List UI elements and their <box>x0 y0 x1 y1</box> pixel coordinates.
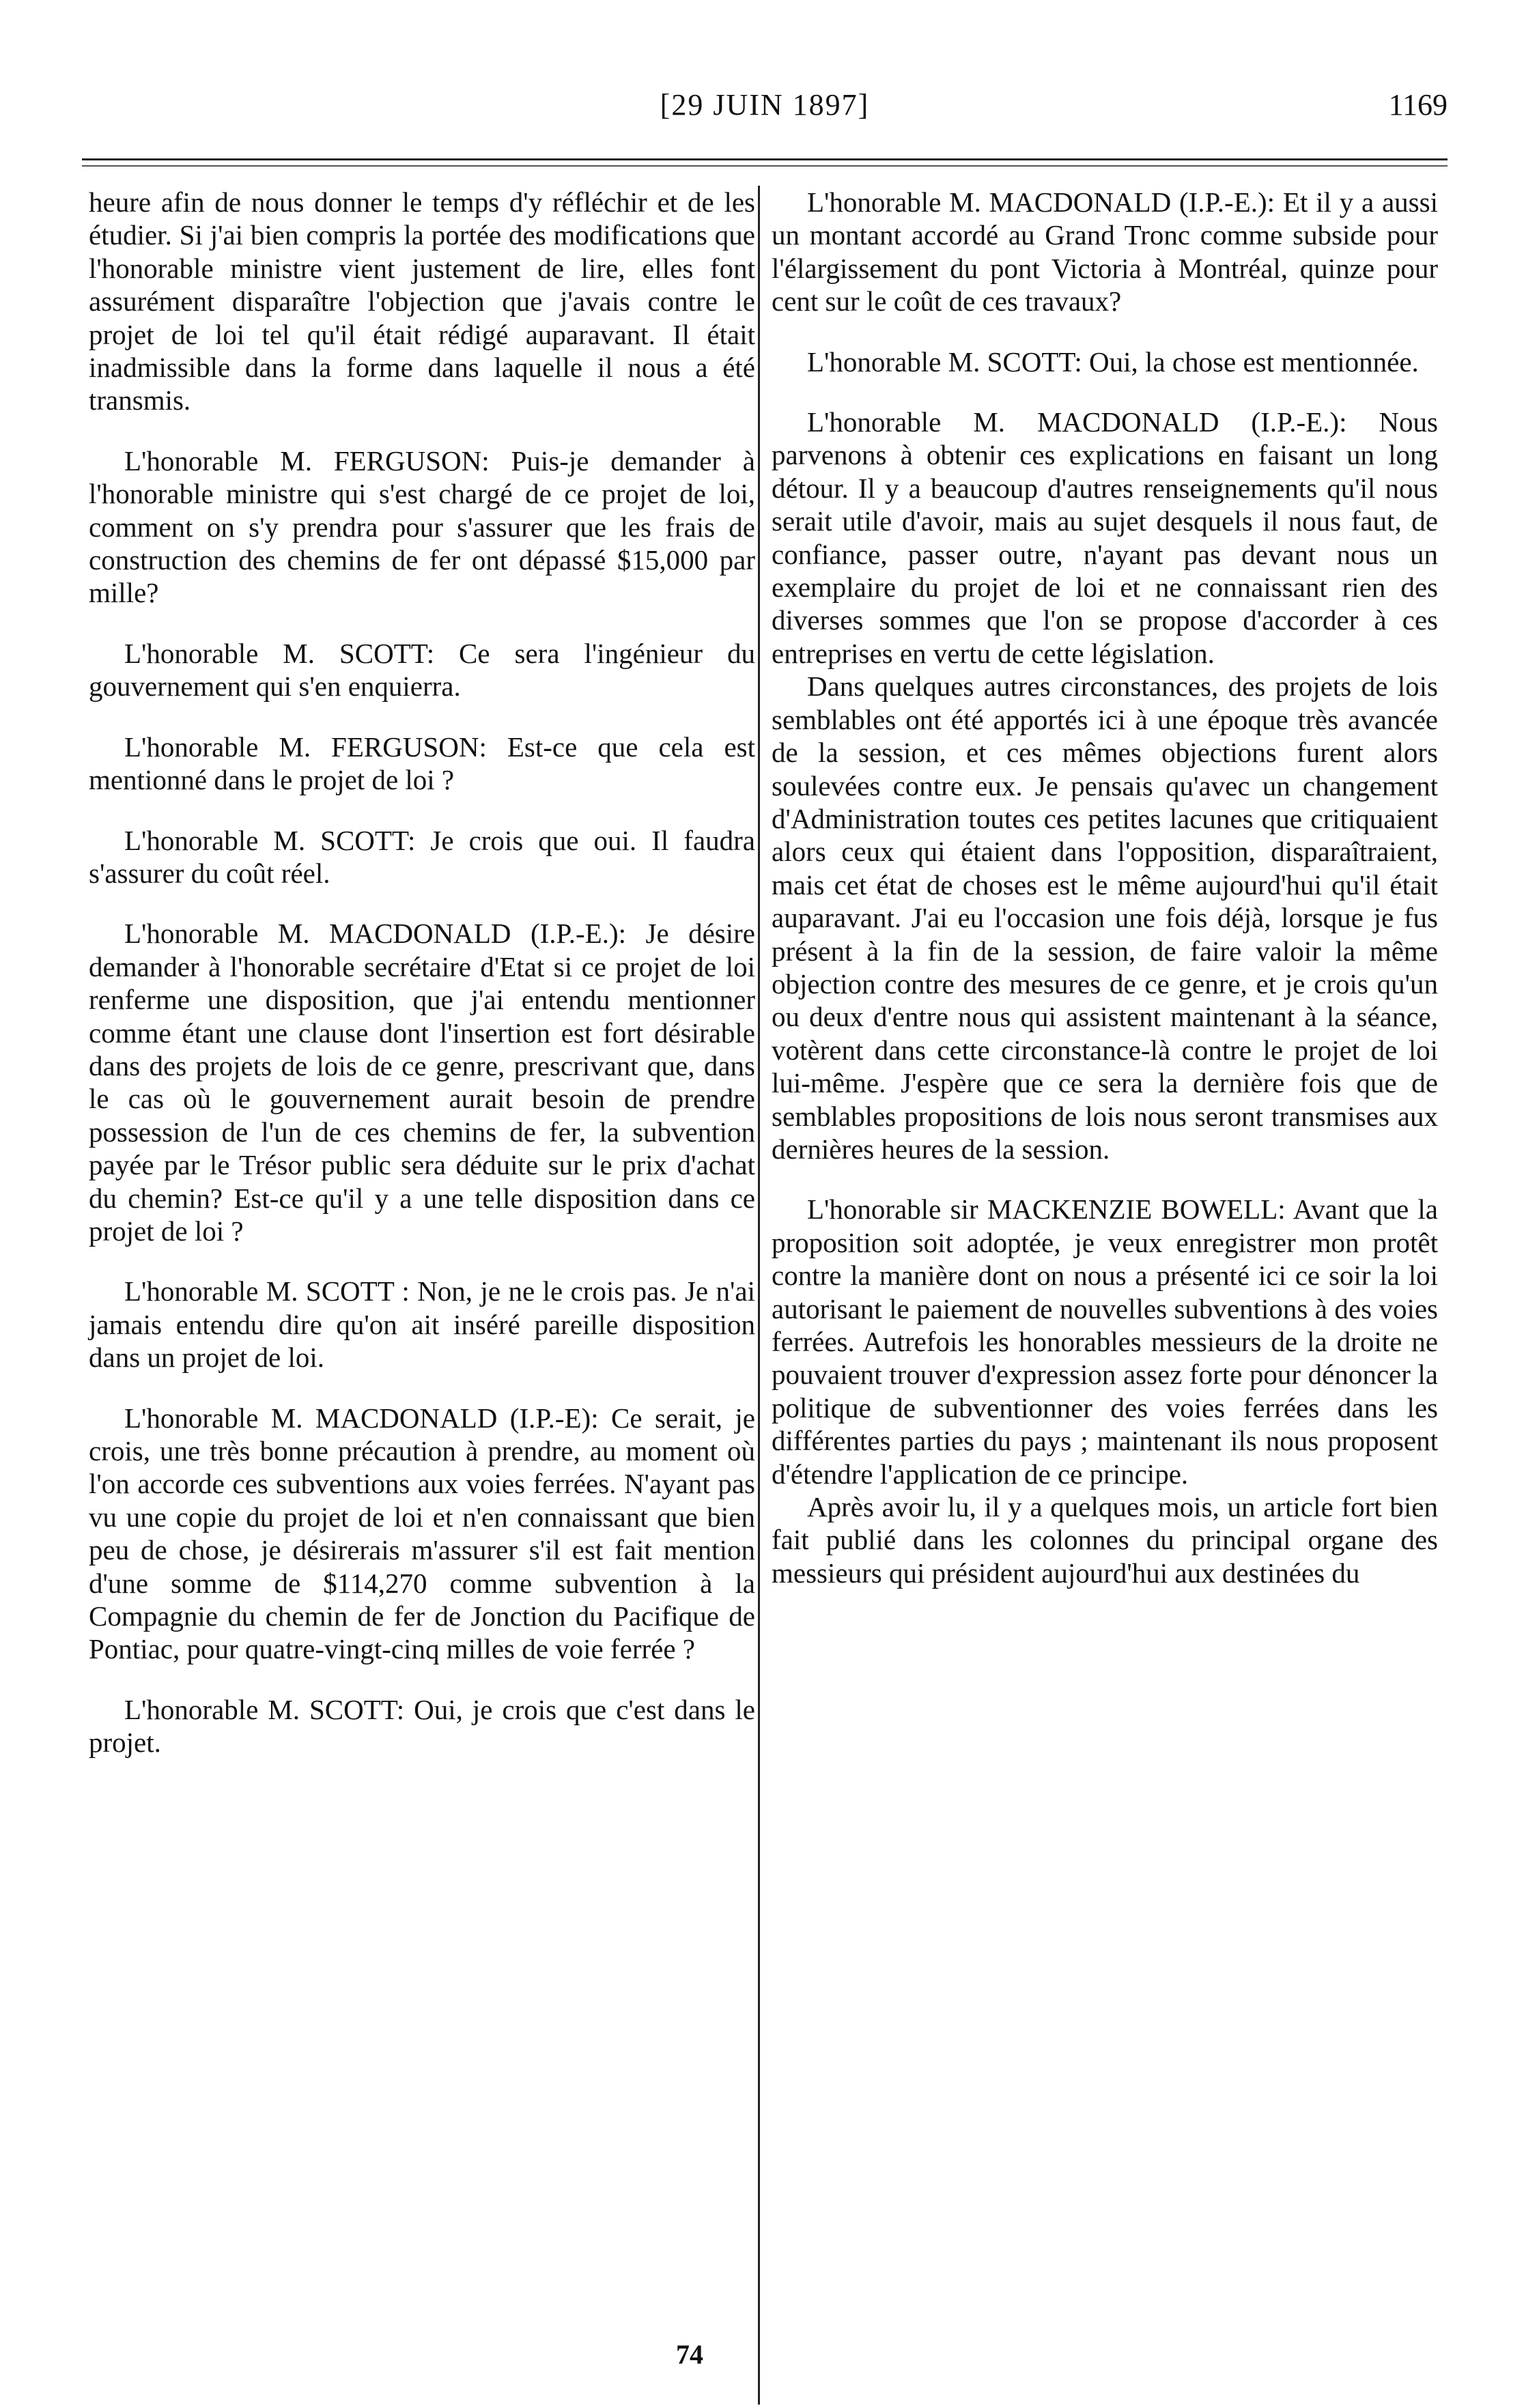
column-divider <box>758 186 760 2405</box>
left-column <box>89 186 755 1787</box>
paragraph: Après avoir lu, il y a quelques mois, un article fort bien fait publié dans les colonnes du principal organe des messieurs qui président aujourd'hui aux destinées du <box>772 1491 1438 1589</box>
paragraph: L'honorable M. SCOTT: Je crois que oui. Il faudra s'assurer du coût réel. <box>89 824 755 889</box>
header-date: [29 JUIN 1897] <box>660 88 870 122</box>
paragraph: L'honorable M. SCOTT: Ce sera l'ingénieur du gouvernement qui s'en enquierra. <box>89 637 755 703</box>
page-header <box>82 87 1448 135</box>
folio-number: 74 <box>676 2339 703 2370</box>
paragraph: L'honorable M. FERGUSON: Est-ce que cela est mentionné dans le projet de loi ? <box>89 731 755 796</box>
paragraph: L'honorable M. MACDONALD (I.P.-E.): Je désire demander à l'honorable secrétaire d'Etat si ce projet de loi renferme une disposition, que j'ai entendu mentionner comme étant une clause dont l'insertion est fort désirable dans des projets de lois de ce genre, prescrivant que, dans le cas où le gouvernement aurait besoin de prendre possession de l'un de ces chemins de fer, la subvention payée par le Trésor public sera déduite sur le prix d'achat du chemin? Est-ce qu'il y a une telle disposition dans ce projet de loi ? <box>89 918 755 1247</box>
header-rule <box>82 158 1448 160</box>
paragraph: L'honorable M. SCOTT : Non, je ne le crois pas. Je n'ai jamais entendu dire qu'on ait inséré pareille disposition dans un projet de loi. <box>89 1275 755 1374</box>
paragraph: L'honorable M. SCOTT: Oui, je crois que c'est dans le projet. <box>89 1693 755 1759</box>
paragraph: L'honorable M. MACDONALD (I.P.-E.): Et il y a aussi un montant accordé au Grand Tronc comme subside pour l'élargissement du pont Victoria à Montréal, quinze pour cent sur le coût de ces travaux? <box>772 186 1438 317</box>
paragraph: L'honorable M. MACDONALD (I.P.-E): Ce serait, je crois, une très bonne précaution à prendre, au moment où l'on accorde ces subventions aux voies ferrées. N'ayant pas vu une copie du projet de loi et n'en connaissant que bien peu de chose, je désirerais m'assurer s'il est fait mention d'une somme de $114,270 comme subvention à la Compagnie du chemin de fer de Jonction du Pacifique de Pontiac, pour quatre-vingt-cinq milles de voie ferrée ? <box>89 1402 755 1665</box>
paragraph: L'honorable M. MACDONALD (I.P.-E.): Nous parvenons à obtenir ces explications en faisant un long détour. Il y a beaucoup d'autres renseignements qu'il nous serait utile d'avoir, mais au sujet desquels il nous faut, de confiance, passer outre, n'ayant pas devant nous un exemplaire du projet de loi et ne connaissant rien des diverses sommes que l'on se propose d'accorder à ces entreprises en vertu de cette législation. <box>772 406 1438 669</box>
paragraph: Dans quelques autres circonstances, des projets de lois semblables ont été apportés ici à une époque très avancée de la session, et ces mêmes objections furent alors soulevées contre eux. Je pensais qu'avec un changement d'Administration toutes ces petites lacunes que critiquaient alors ceux qui étaient dans l'opposition, disparaîtraient, mais cet état de choses est le même aujourd'hui qu'il était auparavant. J'ai eu l'occasion une fois déjà, lorsque je fus présent à la fin de la session, de faire valoir la même objection contre des mesures de ce genre, et je crois qu'un ou deux d'entre nous qui assistent maintenant à la séance, votèrent dans cette circonstance-là contre le projet de loi lui-même. J'espère que ce sera la dernière fois que de semblables propositions de lois nous seront transmises aux dernières heures de la session. <box>772 670 1438 1165</box>
paragraph: L'honorable M. SCOTT: Oui, la chose est mentionnée. <box>807 345 1419 378</box>
page-number: 1169 <box>1388 88 1448 122</box>
paragraph: L'honorable M. FERGUSON: Puis-je demander à l'honorable ministre qui s'est chargé de ce projet de loi, comment on s'y prendra pour s'assurer que les frais de construction des chemins de fer ont dépassé $15,000 par mille? <box>89 444 755 609</box>
paragraph: L'honorable sir MACKENZIE BOWELL: Avant que la proposition soit adoptée, je veux enregistrer mon protêt contre la manière dont on nous a présenté ici ce soir la loi autorisant le paiement de nouvelles subventions à des voies ferrées. Autrefois les honorables messieurs de la droite ne pouvaient trouver d'expression assez forte pour dénoncer la politique de subventionner des voies ferrées dans les différentes parties du pays ; maintenant ils nous proposent d'étendre l'application de ce principe. <box>772 1193 1438 1490</box>
header-rule-thin <box>82 165 1448 167</box>
paragraph: heure afin de nous donner le temps d'y réfléchir et de les étudier. Si j'ai bien compris la portée des modifications que l'honorable ministre vient justement de lire, elles font assurément disparaître l'objection que j'avais contre le projet de loi tel qu'il était rédigé auparavant. Il était inadmissible dans la forme dans laquelle il nous a été transmis. <box>89 186 755 416</box>
right-column <box>772 186 1438 1617</box>
